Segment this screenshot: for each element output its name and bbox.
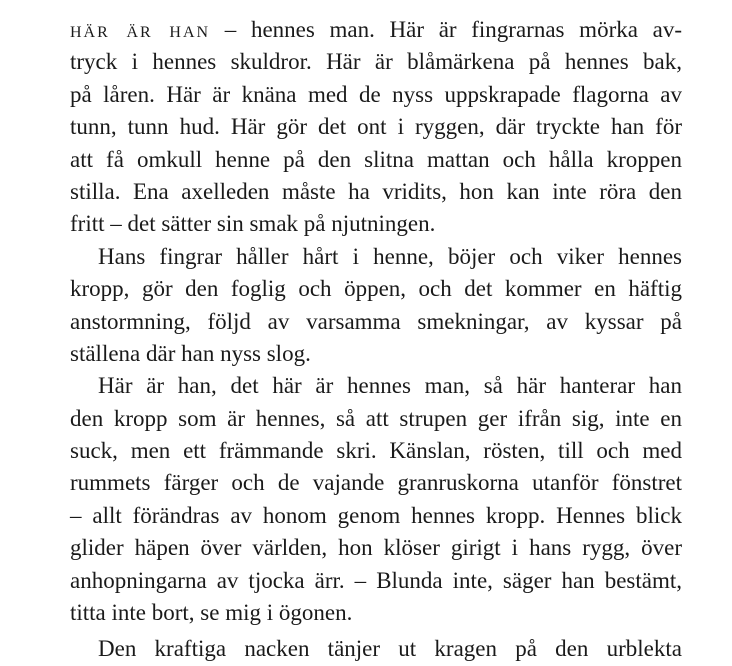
text-line: tunn, tunn hud. Här gör det ont i ryggen, där tryckte han för [70,114,682,140]
text-line: titta inte bort, se mig i ögonen. [70,600,353,626]
text-line: glider häpen över världen, hon klöser girigt i hans rygg, över [70,535,682,561]
paragraph-3 [70,370,682,629]
paragraph-4 [70,629,682,662]
text-line: suck, men ett främmande skri. Känslan, rösten, till och med [70,438,682,464]
text-line: rummets färger och de vajande granruskorna utanför fönstret [70,470,682,496]
text-line: kropp, gör den foglig och öppen, och det kommer en häftig [70,276,682,302]
text-line: anstormning, följd av varsamma smekningar, av kyssar på [70,308,682,334]
paragraph-2 [70,241,682,371]
text-line: den kropp som är hennes, så att strupen ger ifrån sig, inte en [70,405,682,431]
document-page [70,14,682,662]
text-line: Här är han, det här är hennes man, så här hanterar han [98,373,682,399]
cut-off-line-container [70,629,682,662]
paragraph-1 [70,14,682,241]
chapter-lead-smallcaps: här är han [70,17,211,42]
text-line: Hans fingrar håller hårt i henne, böjer och viker hennes [98,243,682,269]
text-line: stilla. Ena axelleden måste ha vridits, hon kan inte röra den [70,178,682,204]
text-line: tryck i hennes skuldror. Här är blåmärkena på hennes bak, [70,49,682,75]
text-line: här är han – hennes man. Här är fingrarnas mörka av- [70,17,682,42]
text-line: fritt – det sätter sin smak på njutningen. [70,211,436,237]
text-line: ställena där han nyss slog. [70,340,311,366]
text-line: att få omkull henne på den slitna mattan och hålla kroppen [70,146,682,172]
text-line: anhopningarna av tjocka ärr. – Blunda inte, säger han bestämt, [70,567,682,593]
text-line: på låren. Här är knäna med de nyss uppskrapade flagorna av [70,81,682,107]
text-line: Den kraftiga nacken tänjer ut kragen på den urblekta [98,636,682,662]
text-line: – allt förändras av honom genom hennes kropp. Hennes blick [70,502,682,528]
